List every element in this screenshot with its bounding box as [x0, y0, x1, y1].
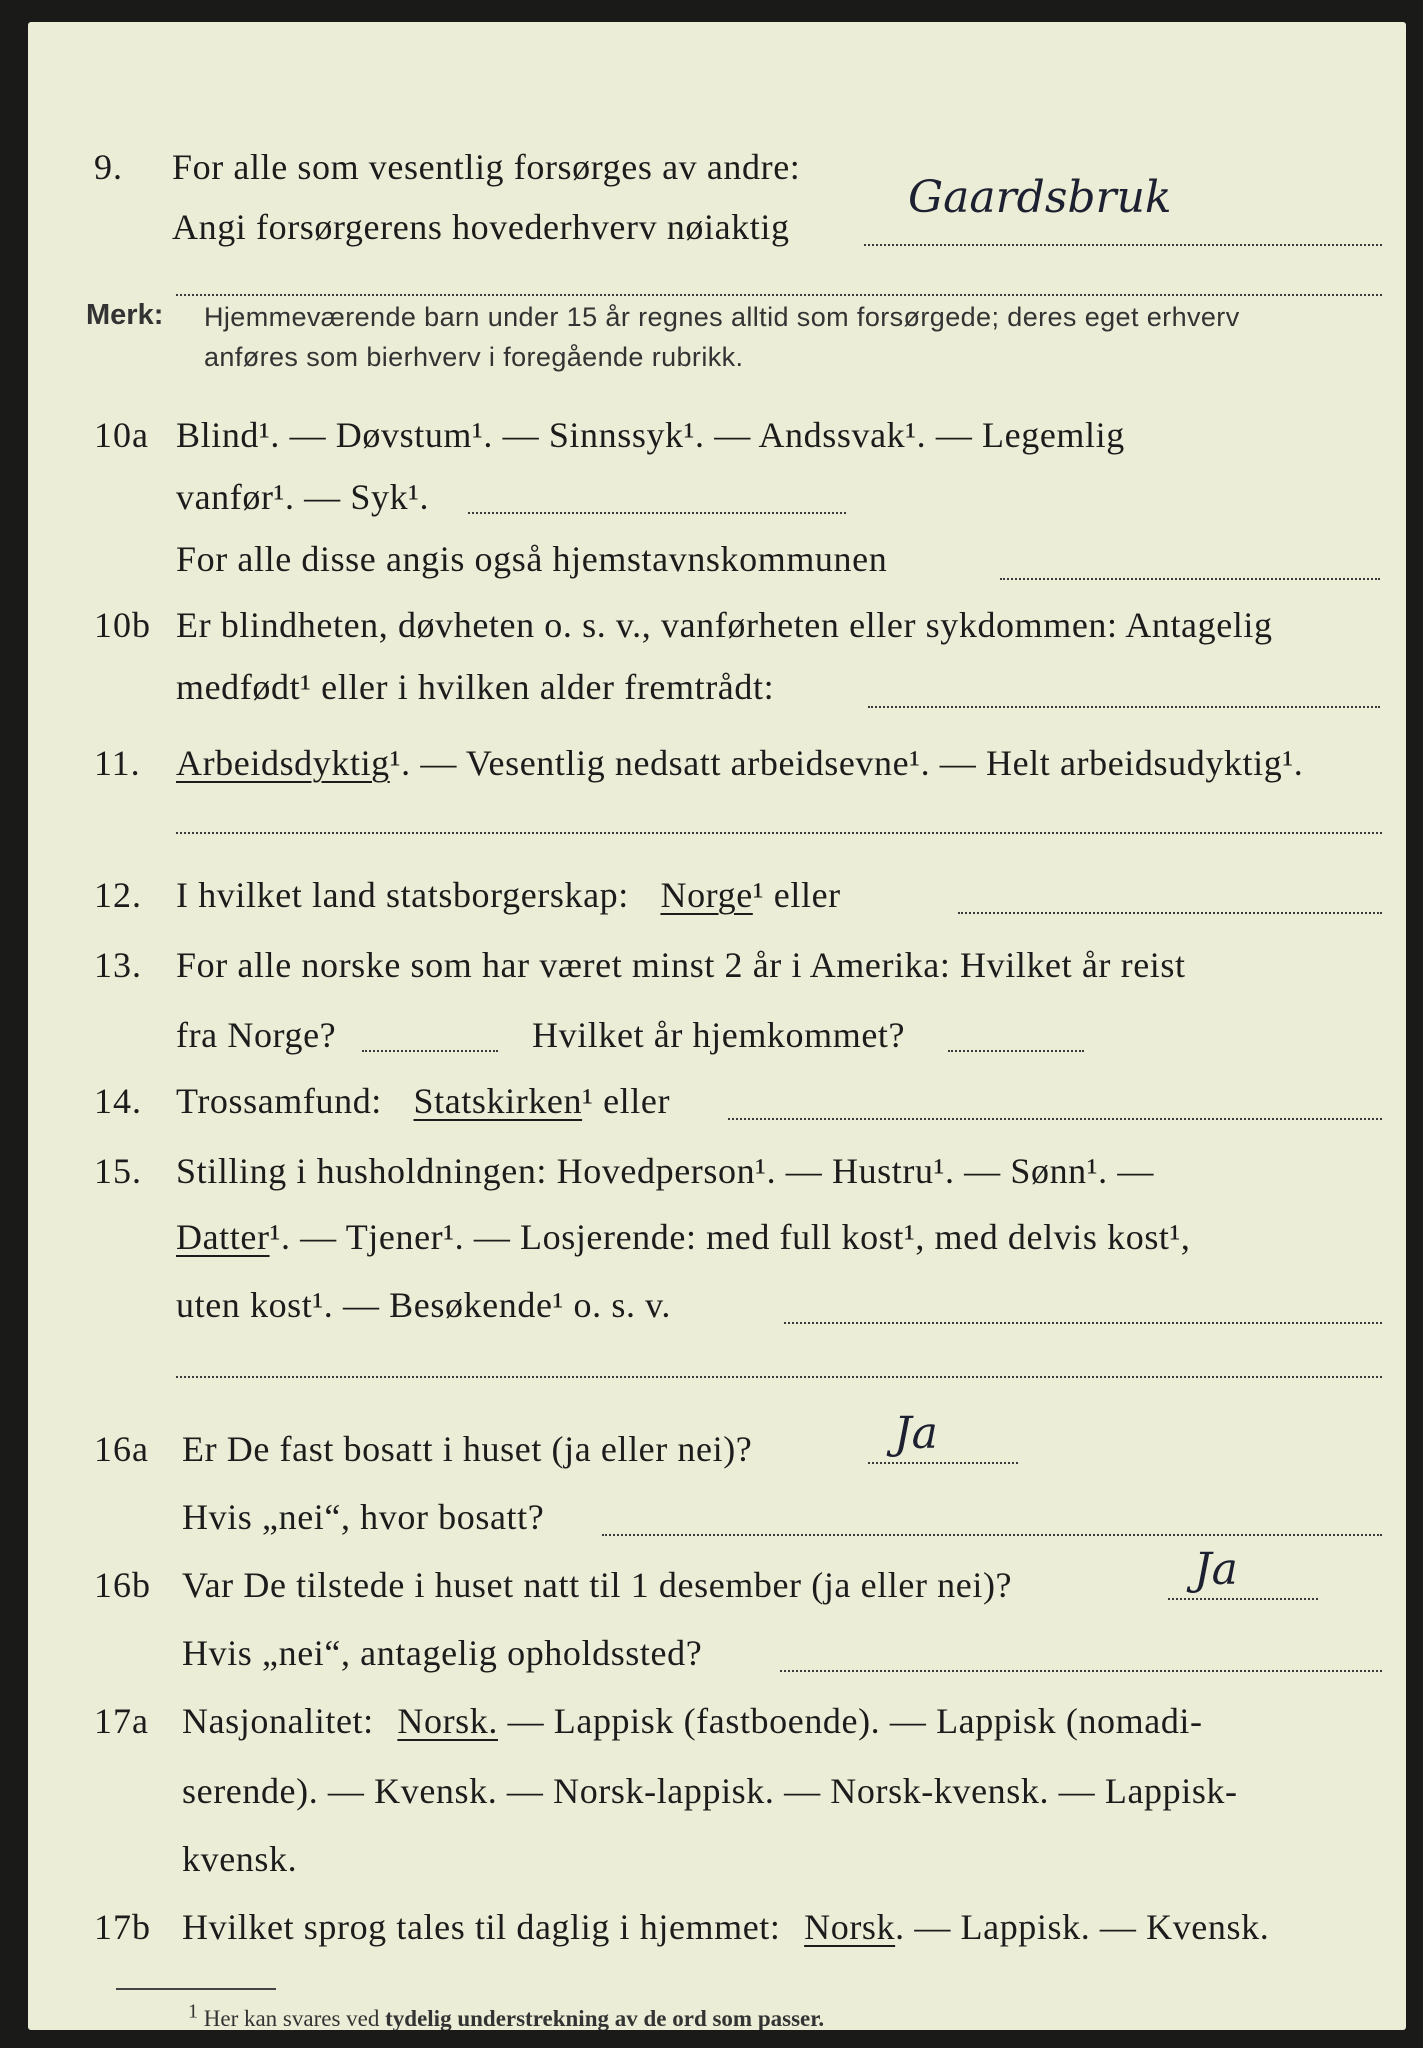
q16a-answer-line — [868, 1462, 1018, 1464]
q12-underlined-answer: Norge — [660, 875, 753, 915]
q10a-answer-line — [468, 512, 846, 514]
q17a-number: 17a — [94, 1701, 149, 1741]
q16b-line1: Var De tilstede i huset natt til 1 desember (ja eller nei)? — [182, 1565, 1013, 1605]
q12-rest: ¹ eller — [752, 875, 841, 915]
q17a-line3: kvensk. — [182, 1839, 298, 1879]
q12-question: I hvilket land statsborgerskap: — [176, 875, 629, 915]
q17a-line1 — [182, 1692, 1203, 1750]
q11-extra-line — [176, 832, 1382, 834]
q10a-hjemstavn-line — [1000, 578, 1380, 580]
q15-underlined-answer: Datter — [176, 1217, 270, 1257]
q11-line — [176, 734, 1303, 792]
q12-number: 12. — [94, 875, 142, 915]
q16b-opholdssted-line — [780, 1670, 1382, 1672]
q15-line3: uten kost¹. — Besøkende¹ o. s. v. — [176, 1285, 672, 1325]
q13-reist-line — [362, 1050, 498, 1052]
q13-number: 13. — [94, 945, 142, 985]
q15-line2 — [176, 1208, 1191, 1266]
q13-line1: For alle norske som har været minst 2 år i Amerika: Hvilket år reist — [176, 945, 1186, 985]
q17b-underlined-answer: Norsk — [804, 1907, 896, 1947]
q15-line2-rest: ¹. — Tjener¹. — Losjerende: med full kost¹, med delvis kost¹, — [269, 1217, 1191, 1257]
q17b-question: Hvilket sprog tales til daglig i hjemmet: — [182, 1907, 781, 1947]
q10a-line3: For alle disse angis også hjemstavnskommunen — [176, 539, 888, 579]
footnote-bold-text: tydelig understrekning av de ord som passer. — [385, 2006, 825, 2030]
q16a-number: 16a — [94, 1429, 149, 1469]
q14-answer-line — [728, 1118, 1382, 1120]
q17a-line1-rest: — Lappisk (fastboende). — Lappisk (nomadi- — [507, 1701, 1203, 1741]
q12-line — [176, 866, 841, 924]
q14-question: Trossamfund: — [176, 1081, 382, 1121]
q10b-answer-line — [868, 706, 1380, 708]
q16a-handwritten-answer: Ja — [894, 1408, 938, 1459]
q17b-line — [182, 1898, 1269, 1956]
q10b-number: 10b — [94, 605, 151, 645]
q9-line2: Angi forsørgerens hovederhverv nøiaktig — [172, 207, 790, 247]
q15-answer-line — [784, 1322, 1382, 1324]
q9-handwritten-answer: Gaardsbruk — [908, 172, 1172, 223]
q16b-answer-line — [1168, 1598, 1318, 1600]
q9-line1: For alle som vesentlig forsørges av andre: — [172, 147, 801, 187]
q16a-bosatt-line — [602, 1534, 1382, 1536]
q11-number: 11. — [94, 743, 141, 783]
q16a-line1: Er De fast bosatt i huset (ja eller nei)? — [182, 1429, 753, 1469]
merk-line1: Hjemmeværende barn under 15 år regnes alltid som forsørgede; deres eget erhverv — [204, 302, 1240, 332]
q10a-line2: vanfør¹. — Syk¹. — [176, 477, 430, 517]
q16b-number: 16b — [94, 1565, 151, 1605]
q10b-line2: medfødt¹ eller i hvilken alder fremtrådt: — [176, 667, 775, 707]
q9-extra-line — [176, 294, 1382, 296]
q15-line1: Stilling i husholdningen: Hovedperson¹. — Hustru¹. — Sønn¹. — — [176, 1151, 1154, 1191]
q12-answer-line — [958, 912, 1382, 914]
q16a-line2: Hvis „nei“, hvor bosatt? — [182, 1497, 545, 1537]
q14-rest: ¹ eller — [582, 1081, 671, 1121]
q10a-number: 10a — [94, 415, 149, 455]
census-form-page — [28, 22, 1406, 2030]
q10a-line1: Blind¹. — Døvstum¹. — Sinnssyk¹. — Andssvak¹. — Legemlig — [176, 415, 1125, 455]
q14-number: 14. — [94, 1081, 142, 1121]
q9-answer-line — [864, 244, 1382, 246]
merk-line2: anføres som bierhverv i foregående rubrikk. — [204, 342, 744, 372]
merk-label: Merk: — [86, 299, 164, 331]
q13-line2b: Hvilket år hjemkommet? — [532, 1015, 906, 1055]
q11-underlined-answer: Arbeidsdyktig — [176, 743, 390, 783]
q16b-handwritten-answer: Ja — [1194, 1544, 1238, 1595]
q13-line2a: fra Norge? — [176, 1015, 337, 1055]
q9-number: 9. — [94, 147, 123, 187]
q14-underlined-answer: Statskirken — [413, 1081, 583, 1121]
q11-rest: ¹. — Vesentlig nedsatt arbeidsevne¹. — Helt arbeidsudyktig¹. — [389, 743, 1304, 783]
q17b-rest: . — Lappisk. — Kvensk. — [895, 1907, 1270, 1947]
q15-number: 15. — [94, 1151, 142, 1191]
footnote-rule — [116, 1988, 276, 1990]
q13-hjemkommet-line — [948, 1050, 1084, 1052]
footnote-text: Her kan svares ved — [203, 2006, 380, 2030]
footnote-marker: 1 — [188, 2000, 198, 2023]
q17a-question: Nasjonalitet: — [182, 1701, 374, 1741]
q17a-underlined-answer: Norsk. — [397, 1701, 498, 1741]
q17b-number: 17b — [94, 1907, 151, 1947]
q10b-line1: Er blindheten, døvheten o. s. v., vanførheten eller sykdommen: Antagelig — [176, 605, 1273, 645]
q17a-line2: serende). — Kvensk. — Norsk-lappisk. — Norsk-kvensk. — Lappisk- — [182, 1771, 1238, 1811]
q16b-line2: Hvis „nei“, antagelig opholdssted? — [182, 1633, 703, 1673]
q14-line — [176, 1072, 670, 1130]
footnote — [188, 2000, 825, 2030]
q15-extra-line — [176, 1376, 1382, 1378]
